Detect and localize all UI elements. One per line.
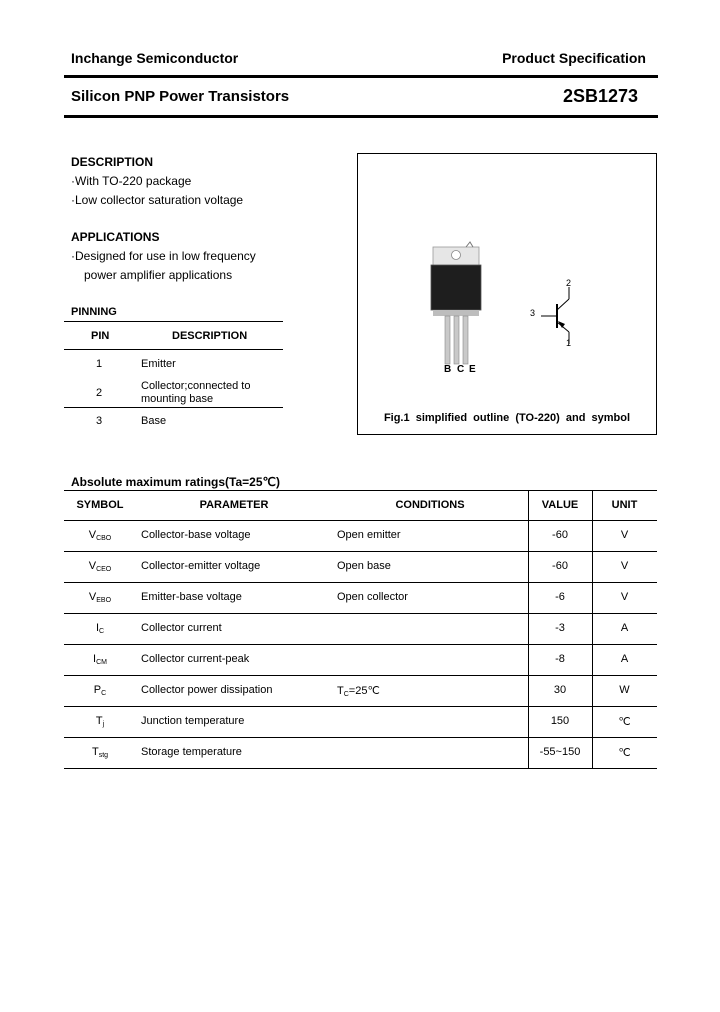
table-rule [64, 613, 657, 614]
conditions-cell: Open emitter [337, 529, 401, 541]
conditions-cell: $T_C=25℃$ [337, 685, 380, 698]
document-title: Silicon PNP Power Transistors [71, 88, 290, 105]
value-cell: -60 [552, 529, 568, 541]
pin-label-collector: C [457, 364, 465, 375]
symbol-cell: $P_C$ [93, 684, 107, 697]
unit-cell: V [620, 560, 629, 572]
conditions-cell: Open collector [337, 591, 408, 603]
pin-table-rule [64, 349, 283, 350]
unit-cell: V [620, 529, 629, 541]
symbol-pin-emitter: 1 [566, 338, 572, 348]
table-rule [64, 644, 657, 645]
table-rule [64, 675, 657, 676]
bullet: · [71, 193, 75, 207]
to220-package-illustration [358, 154, 656, 434]
pin-table-rule [64, 407, 283, 408]
value-cell: 30 [553, 684, 567, 696]
value-cell: -55~150 [539, 746, 581, 758]
value-cell: -6 [555, 591, 565, 603]
bullet: · [71, 249, 75, 263]
symbol-pin-base: 3 [530, 308, 536, 318]
pin-number: 1 [96, 358, 103, 370]
description-text: Low collector saturation voltage [75, 193, 244, 207]
pin-description-line: mounting base [141, 393, 214, 405]
pin-header: PIN [91, 330, 110, 342]
unit-cell: W [619, 684, 630, 696]
value-cell: -3 [555, 622, 565, 634]
company-name: Inchange Semiconductor [71, 50, 239, 66]
symbol-pin-collector: 2 [566, 278, 572, 288]
pin-description: Emitter [141, 358, 176, 370]
pin-description-line: Collector;connected to [141, 380, 251, 392]
pin-description [141, 380, 250, 406]
symbol-cell: $I_{CM}$ [93, 653, 107, 666]
conditions-header: CONDITIONS [395, 499, 465, 511]
unit-cell: ℃ [618, 747, 631, 759]
value-header: VALUE [541, 499, 579, 511]
parameter-cell: Collector-emitter voltage [141, 560, 261, 572]
part-number: 2SB1273 [562, 86, 638, 106]
symbol-cell: $T_j$ [95, 715, 105, 728]
unit-cell: A [620, 622, 629, 634]
ratings-title: Absolute maximum ratings(Ta=25℃) [71, 475, 280, 489]
description-item [71, 193, 243, 207]
table-rule [64, 768, 657, 769]
pin-description-header: DESCRIPTION [172, 330, 248, 342]
header-rule-top [64, 75, 658, 78]
parameter-cell: Collector-base voltage [141, 529, 251, 541]
applications-line-2: power amplifier applications [84, 268, 233, 282]
bullet: · [71, 174, 75, 188]
ratings-table [64, 490, 657, 770]
applications-text: Designed for use in low frequency [75, 249, 256, 263]
pin-number: 3 [96, 415, 103, 427]
parameter-header: PARAMETER [199, 499, 269, 511]
applications-title: APPLICATIONS [71, 230, 160, 244]
table-rule [64, 737, 657, 738]
parameter-cell: Junction temperature [141, 715, 245, 727]
table-rule [64, 582, 657, 583]
description-title: DESCRIPTION [71, 155, 154, 169]
symbol-cell: $V_{CBO}$ [88, 529, 112, 542]
symbol-cell: $I_C$ [95, 622, 105, 635]
pin-table-rule [64, 321, 283, 322]
value-cell: 150 [550, 715, 570, 727]
pin-description: Base [141, 415, 167, 427]
applications-line [71, 249, 256, 263]
unit-cell: A [620, 653, 629, 665]
description-item [71, 174, 191, 188]
table-rule [64, 490, 657, 491]
parameter-cell: Storage temperature [141, 746, 242, 758]
table-rule [64, 706, 657, 707]
symbol-header: SYMBOL [76, 499, 124, 511]
figure-caption: Fig.1 simplified outline (TO-220) and symbol [383, 412, 631, 424]
value-cell: -8 [555, 653, 565, 665]
pinning-title: PINNING [71, 306, 117, 318]
document-type: Product Specification [502, 50, 646, 66]
conditions-cell: Open base [337, 560, 391, 572]
parameter-cell: Collector current [141, 622, 222, 634]
pin-label-base: B [444, 364, 452, 375]
table-rule [64, 520, 657, 521]
unit-cell: V [620, 591, 629, 603]
parameter-cell: Collector power dissipation [141, 684, 273, 696]
symbol-cell: $V_{CEO}$ [88, 560, 112, 573]
symbol-cell: $V_{EBO}$ [88, 591, 112, 604]
unit-cell: ℃ [618, 716, 631, 728]
parameter-cell: Collector current-peak [141, 653, 250, 665]
figure-box [357, 153, 657, 435]
header-rule-bottom [64, 115, 658, 118]
pin-number: 2 [96, 387, 103, 399]
symbol-cell: $T_{stg}$ [91, 746, 109, 759]
pin-label-emitter: E [469, 364, 476, 375]
description-text: With TO-220 package [75, 174, 192, 188]
parameter-cell: Emitter-base voltage [141, 591, 242, 603]
table-rule [64, 551, 657, 552]
unit-header: UNIT [611, 499, 638, 511]
value-cell: -60 [552, 560, 568, 572]
